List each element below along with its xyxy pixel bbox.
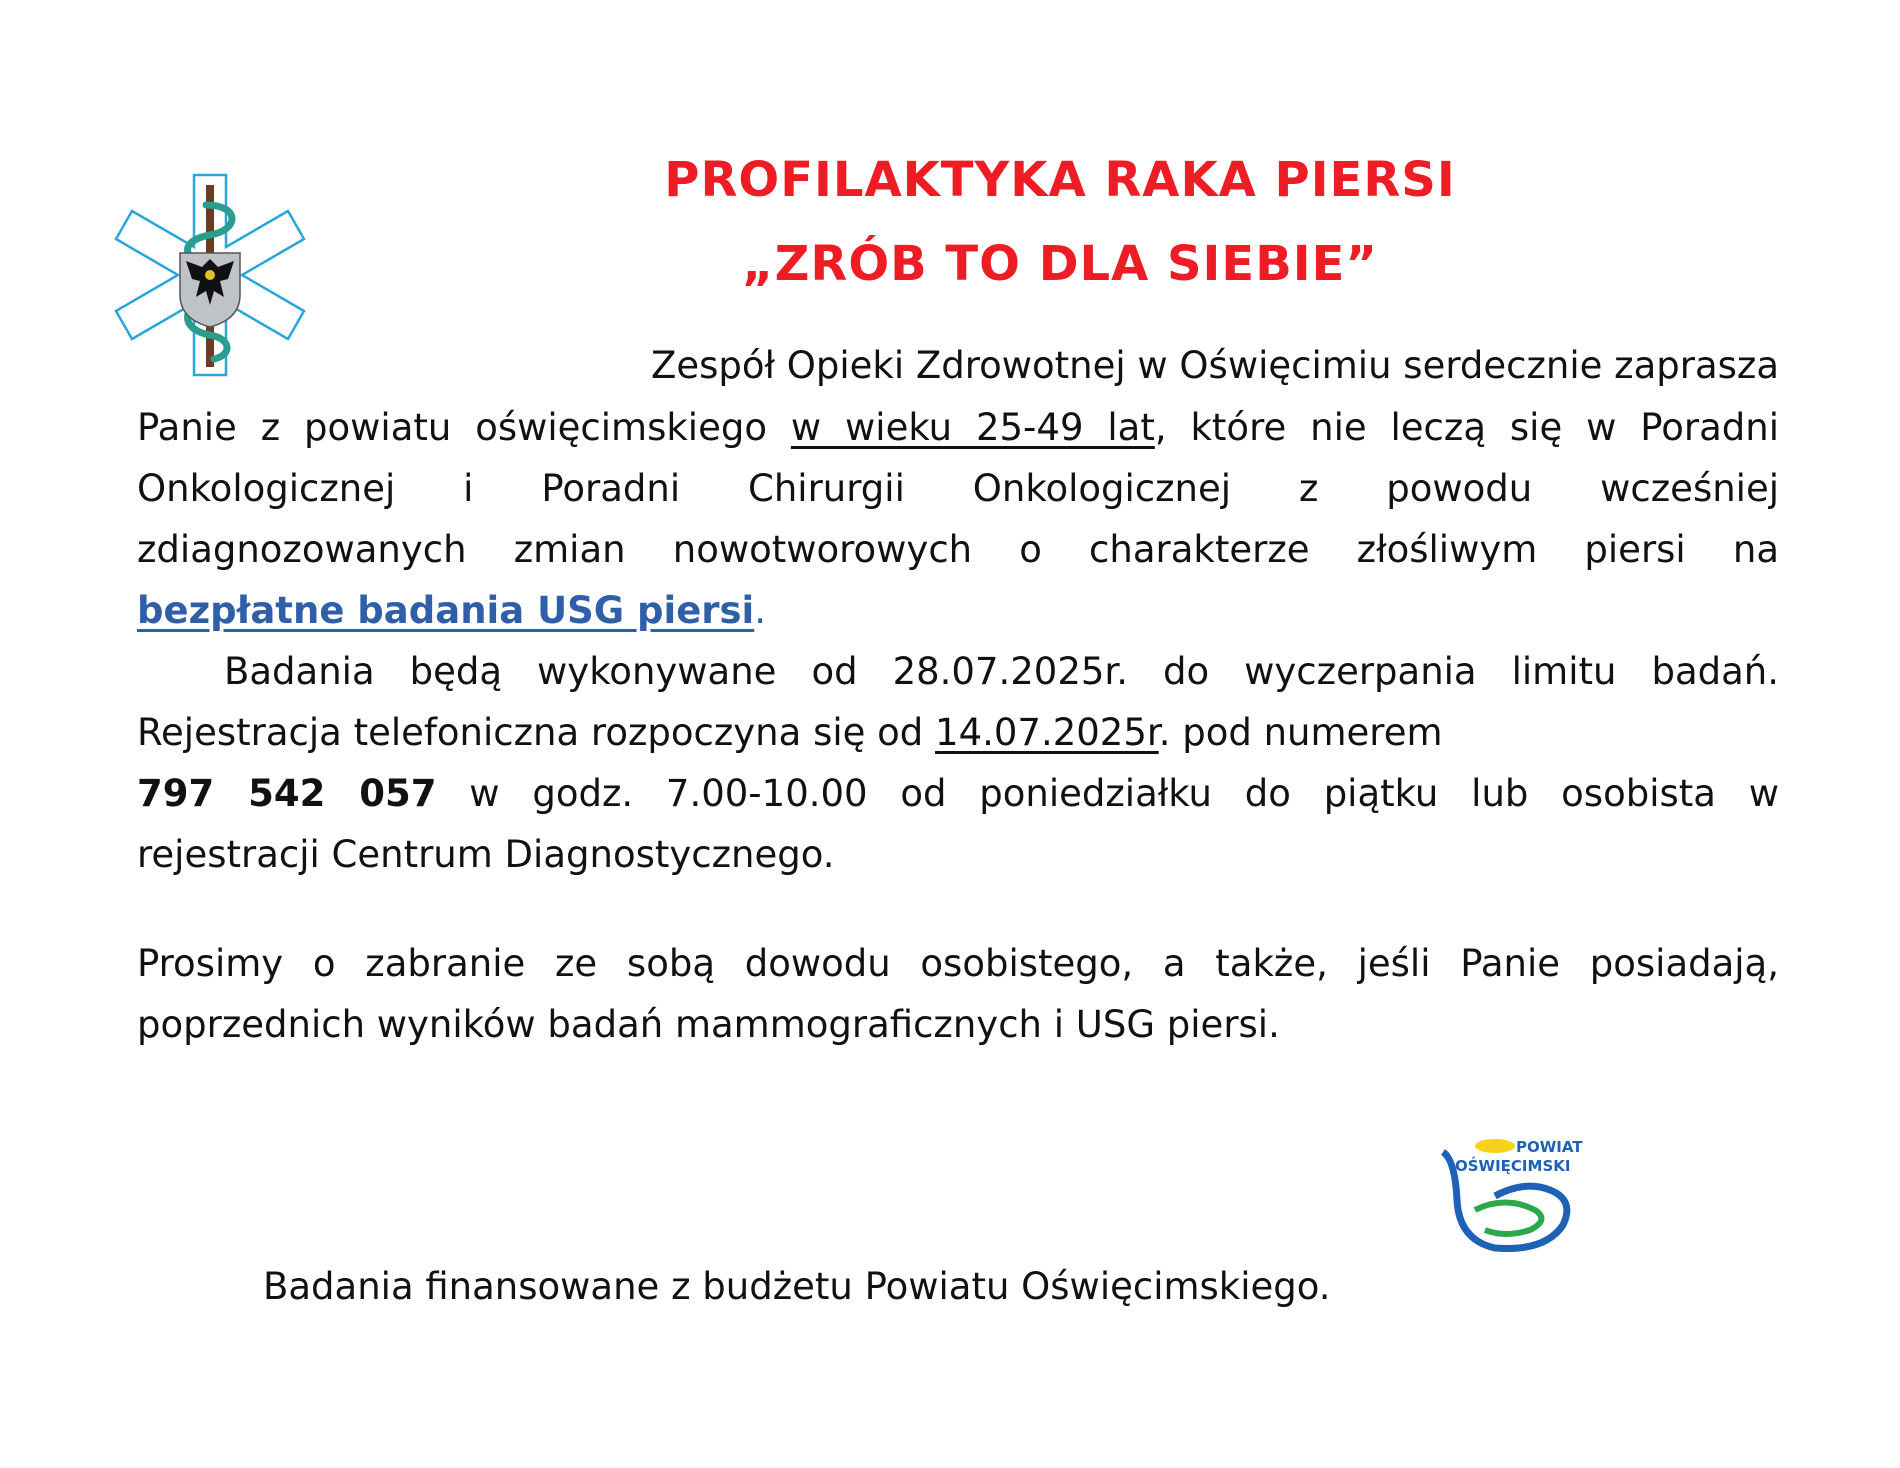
intro-line-1: Zespół Opieki Zdrowotnej w Oświęcimiu serdecznie zaprasza [650,344,1779,387]
schedule-line-1: Badania będą wykonywane od 28.07.2025r. do wyczerpania limitu badań. [224,650,1779,693]
oswiecimski-label: OŚWIĘCIMSKI [1455,1157,1571,1175]
page-title: PROFILAKTYKA RAKA PIERSI [664,152,1456,208]
schedule-line-3: 797 542 057 w godz. 7.00-10.00 od poniedziałku do piątku lub osobista w [137,772,1779,815]
schedule-line-2: Rejestracja telefoniczna rozpoczyna się od 14.07.2025r. pod numerem [137,711,1443,754]
intro-line-5: bezpłatne badania USG piersi. [137,589,767,632]
free-usg-link[interactable]: bezpłatne badania USG piersi [137,589,755,632]
registration-date: 14.07.2025r [935,711,1159,754]
age-range: w wieku 25-49 lat [790,406,1155,449]
request-line-2: poprzednich wyników badań mammograficznych i USG piersi. [137,1003,1280,1046]
request-line-1: Prosimy o zabranie ze sobą dowodu osobistego, a także, jeśli Panie posiadają, [137,942,1779,985]
schedule-line-4: rejestracji Centrum Diagnostycznego. [137,833,835,876]
powiat-label: POWIAT [1516,1138,1583,1156]
intro-line-2: Panie z powiatu oświęcimskiego w wieku 25-49 lat, które nie leczą się w Poradni [137,406,1779,449]
intro-line-4: zdiagnozowanych zmian nowotworowych o charakterze złośliwym piersi na [137,528,1779,571]
page-subtitle: „ZRÓB TO DLA SIEBIE” [742,236,1378,292]
funding-note: Badania finansowane z budżetu Powiatu Oświęcimskiego. [263,1265,1331,1308]
intro-line-3: Onkologicznej i Poradni Chirurgii Onkologicznej z powodu wcześniej [137,467,1779,510]
phone-number[interactable]: 797 542 057 [137,772,437,815]
